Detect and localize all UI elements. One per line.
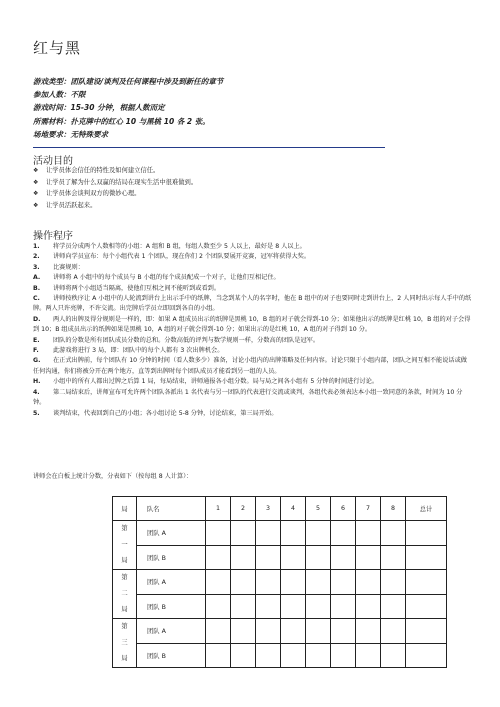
column-header: 3 bbox=[256, 497, 281, 521]
procedure-step: G. 在正式出牌前，每个团队有 10 分钟的时间（看人数多少）准备，讨论小组内的出牌策略及任何内容。讨论只限于小组内部，团队之间互相不能说话或做任何沟通，你们将被分开在两个地方，直等到出牌时每个团队成员才能看到另一组的人员。 bbox=[33, 357, 467, 375]
round-label: 第 一 局 bbox=[113, 521, 137, 570]
column-header: 1 bbox=[206, 497, 231, 521]
procedure-step: 2. 讲师向学员宣布：每个小组代表 1 个团队，现在你们 2 个团队要展开竞赛，冠军将获得大奖。 bbox=[33, 253, 311, 261]
column-header: 总计 bbox=[406, 497, 447, 521]
column-header: 局 bbox=[113, 497, 137, 521]
diamond-bullet-icon: ❖ bbox=[33, 201, 39, 209]
procedure-step: E. 团队的分数是所有团队成员分数的总和。分数高低的评判与数学规则一样，分数高的团队是冠军。 bbox=[33, 336, 320, 344]
participant-count: 参加人数：不限 bbox=[33, 90, 86, 100]
column-header: 8 bbox=[381, 497, 406, 521]
table-row bbox=[113, 619, 447, 644]
column-header: 5 bbox=[306, 497, 331, 521]
table-row bbox=[113, 521, 447, 546]
list-item: ❖ 让学员了解为什么双赢的结局在现实生活中很难做到。 bbox=[33, 177, 197, 189]
team-name-cell: 团队 A bbox=[137, 619, 206, 644]
column-header: 7 bbox=[356, 497, 381, 521]
procedure-step: 4. 第二局结束后，讲师宣布可允许两个团队各派出 1 名代表与另一团队的代表进行交流或谈判，各组代表必须表达本小组一致同意的条款，时间为 10 分钟。 bbox=[33, 388, 463, 407]
procedure-heading: 操作程序 bbox=[33, 231, 73, 242]
table-header-row bbox=[113, 497, 447, 521]
score-table bbox=[112, 496, 447, 668]
venue-requirement: 场地要求：无特殊要求 bbox=[33, 129, 108, 139]
purpose-heading: 活动目的 bbox=[33, 156, 73, 167]
procedure-step: 5. 谈判结束，代表回到自己的小组；各小组讨论 5-8 分钟，讨论结束，第三局开始。 bbox=[33, 409, 278, 417]
column-header: 4 bbox=[281, 497, 306, 521]
materials: 所需材料：扑克牌中的红心 10 与黑桃 10 各 2 张。 bbox=[33, 116, 210, 126]
table-row bbox=[113, 545, 447, 570]
diamond-bullet-icon: ❖ bbox=[33, 190, 39, 198]
team-name-cell: 团队 B bbox=[137, 643, 206, 668]
list-item: ❖ 让学员体会信任的特性及如何建立信任。 bbox=[33, 165, 197, 177]
game-duration: 游戏时间：15-30 分钟，根据人数而定 bbox=[33, 103, 165, 113]
team-name-cell: 团队 B bbox=[137, 545, 206, 570]
procedure-step: D. 两人的出牌及得分规则是一样的，即：如果 A 组成员出示的纸牌是黑桃 10，B 组的对子就会得到-10 分；如果他出示的纸牌是红桃 10，B 组的对子会得到 10；B 组成员出示的纸牌如果是黑桃 10，A 组的对子就会得到-10 分；如果出示的是红桃 10，A 组的对子得到 10 分。 bbox=[33, 315, 471, 334]
procedure-step: 3. 比赛规则： bbox=[33, 263, 84, 271]
round-label: 第 三 局 bbox=[113, 619, 137, 668]
procedure-step: B. 讲师将两个小组适当隔离，使他们互相之间不能听到或看到。 bbox=[33, 284, 221, 292]
list-item: ❖ 让学员活跃起来。 bbox=[33, 200, 197, 212]
procedure-step: H. 小组中的所有人都出过牌之后算 1 局，每局结束，讲师通报各小组分数。局与局之间各小组有 5 分钟的时间进行讨论。 bbox=[33, 378, 379, 386]
procedure-step: C. 讲师按秩序让 A 小组中的人轮流到讲台上出示手中的纸牌，当念到某个人的名字时，他在 B 组中的对子也要同时走到讲台上，2 人同时出示每人手中的纸牌。两人只许亮牌，不许交流。出完牌后学员立即回到各自的小组。 bbox=[33, 295, 472, 313]
procedure-step: F. 此游戏将进行 3 局，即：团队中的每个人都有 3 次出牌机会。 bbox=[33, 347, 224, 355]
team-name-cell: 团队 B bbox=[137, 594, 206, 619]
procedure-list bbox=[33, 242, 473, 419]
table-row bbox=[113, 570, 447, 595]
diamond-bullet-icon: ❖ bbox=[33, 178, 39, 186]
game-info bbox=[33, 75, 223, 141]
round-label: 第 二 局 bbox=[113, 570, 137, 619]
game-type: 游戏类型：团队建设/谈判及任何课程中涉及到新任的章节 bbox=[33, 77, 224, 86]
team-name-cell: 团队 A bbox=[137, 570, 206, 595]
column-header: 2 bbox=[231, 497, 256, 521]
diamond-bullet-icon: ❖ bbox=[33, 167, 39, 174]
score-table-note: 讲师会在白板上统计分数，分表如下（按每组 8 人计算）： bbox=[33, 473, 193, 480]
section-divider bbox=[33, 147, 385, 148]
column-header: 队名 bbox=[137, 497, 206, 521]
table-row bbox=[113, 594, 447, 619]
table-row bbox=[113, 643, 447, 668]
purpose-list bbox=[33, 165, 197, 211]
column-header: 6 bbox=[331, 497, 356, 521]
list-item: ❖ 让学员体会谈判双方的微妙心理。 bbox=[33, 188, 197, 200]
procedure-step: 1. 将学员分成两个人数相等的小组：A 组和 B 组，每组人数至少 5 人以上，最好是 8 人以上。 bbox=[33, 243, 306, 250]
page-title: 红与黑 bbox=[33, 39, 82, 57]
team-name-cell: 团队 A bbox=[137, 521, 206, 546]
procedure-step: A. 讲师将 A 小组中的每个成员与 B 小组的每个成员配成一个对子，让他们互相记住。 bbox=[33, 274, 280, 282]
